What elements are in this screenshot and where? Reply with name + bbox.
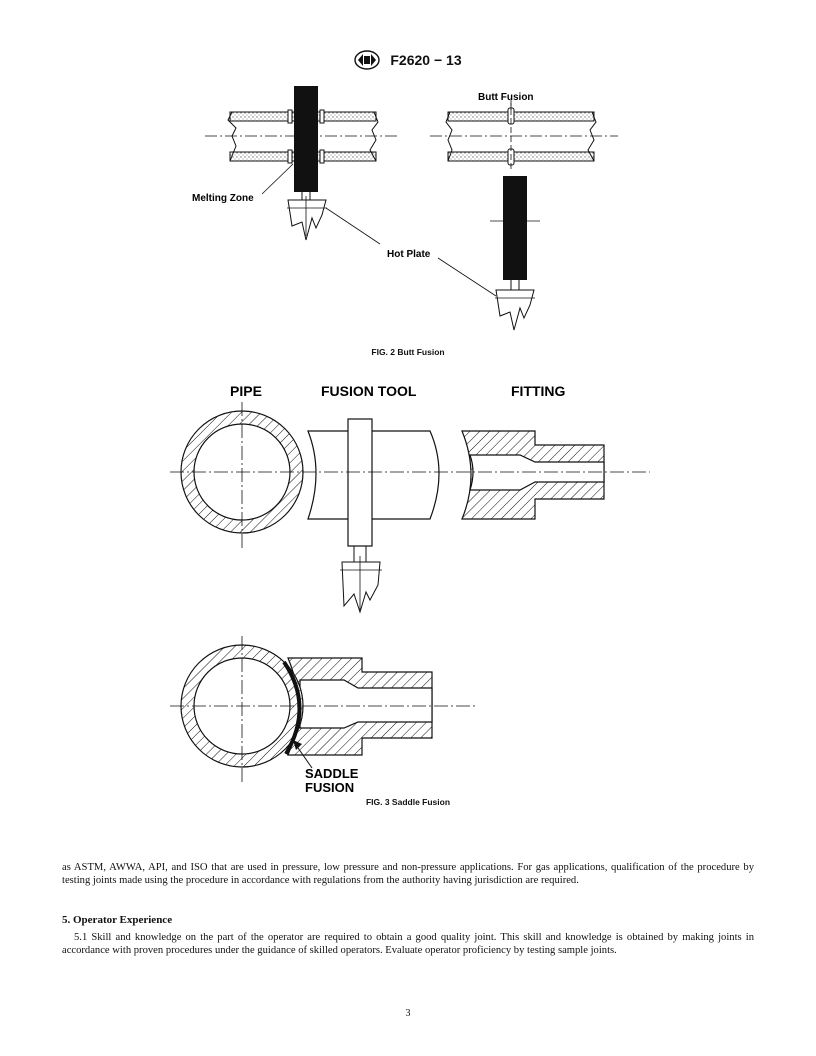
fitting-cross-section xyxy=(462,431,604,519)
fusion-label: FUSION xyxy=(305,780,355,795)
pipe-cross-section xyxy=(181,402,303,550)
saddle-fusion-assembly xyxy=(170,636,478,782)
paragraph-5-1: 5.1 Skill and knowledge on the part of the operator are required to obtain a good quality joint. This skill and knowledge is obtained by making joints in accordance with proven procedures under the guidance of skilled operators. Evaluate operator proficiency by testing sample joints. xyxy=(62,932,754,957)
melting-zone-label: Melting Zone xyxy=(192,193,254,204)
fig3-caption: FIG. 3 Saddle Fusion xyxy=(365,797,451,807)
paragraph-continuation: as ASTM, AWWA, API, and ISO that are used in pressure, low pressure and non-pressure applications. For gas applications, qualification of the procedure by testing joints made using the procedure in accordance with regulations from the authority having jurisdiction are required. xyxy=(62,862,754,887)
butt-fusion-label: Butt Fusion xyxy=(478,92,534,103)
fig2-caption: FIG. 2 Butt Fusion xyxy=(371,347,445,357)
hot-plate-label: Hot Plate xyxy=(387,249,431,260)
fitting-label: FITTING xyxy=(511,383,566,399)
standard-designation: F2620 − 13 xyxy=(390,52,462,68)
fusion-tool xyxy=(308,419,439,612)
fusion-tool-label: FUSION TOOL xyxy=(321,383,417,399)
page-number: 3 xyxy=(405,1008,411,1019)
pipe-label: PIPE xyxy=(230,383,262,399)
section-5-heading: 5. Operator Experience xyxy=(62,914,173,926)
saddle-label: SADDLE xyxy=(305,766,359,781)
